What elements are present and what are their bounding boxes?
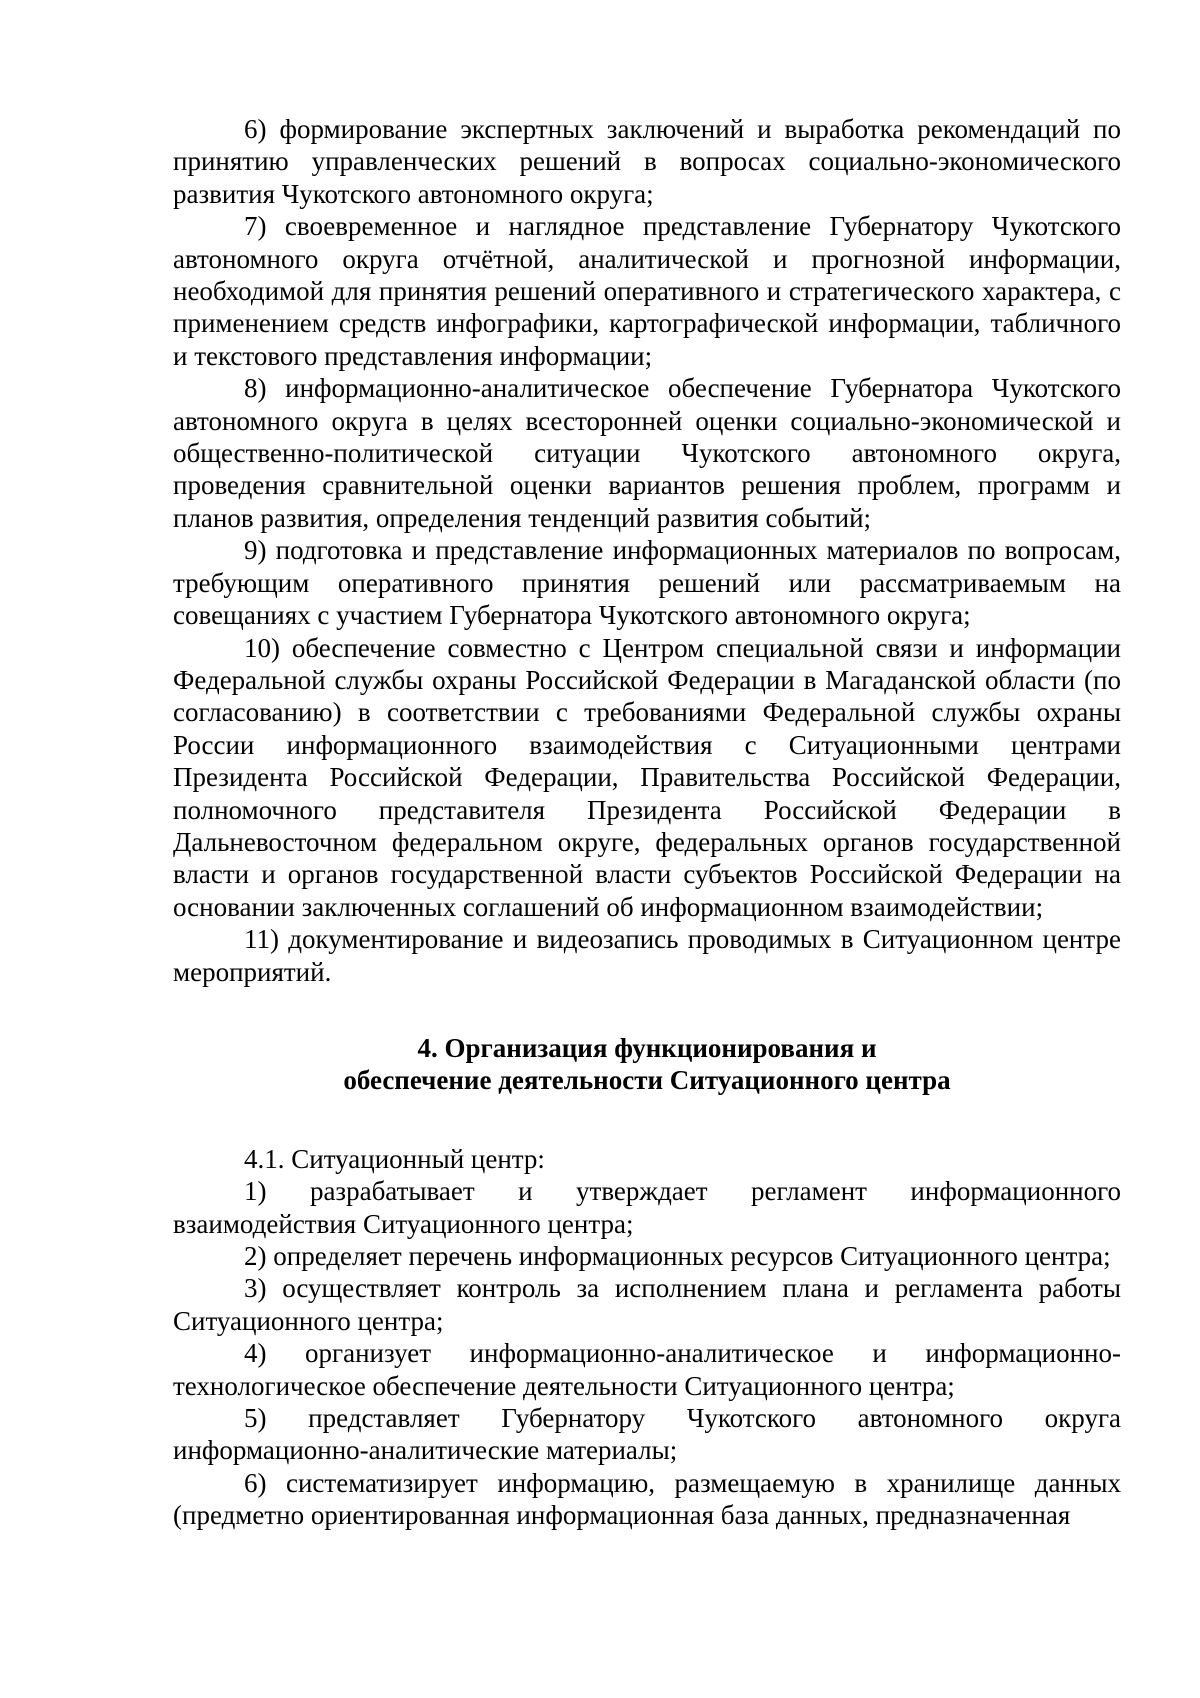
list-item: 3) осуществляет контроль за исполнением плана и регламента работы Ситуационного центра; bbox=[173, 1273, 1121, 1336]
section-heading-line-2: обеспечение деятельности Ситуационного центра bbox=[343, 1065, 951, 1096]
list-item: 10) обеспечение совместно с Центром специальной связи и информации Федеральной службы охраны Российской Федерации в Магаданской области (по согласованию) в соответствии с требованиями Федеральной службы охраны России информационного взаимодействия с Ситуационными центрами Президента Российской Федерации, Правительства Российской Федерации, полномочного представителя Президента Российской Федерации в Дальневосточном федеральном округе, федеральных органов государственной власти и органов государственной власти субъектов Российской Федерации на основании заключенных соглашений об информационном взаимодействии; bbox=[173, 632, 1121, 922]
list-intro: 4.1. Ситуационный центр: bbox=[244, 1143, 545, 1174]
section-heading bbox=[173, 1032, 1121, 1097]
list-item: 1) разрабатывает и утверждает регламент информационного взаимодействия Ситуационного центра; bbox=[173, 1176, 1121, 1239]
list-item: 5) представляет Губернатору Чукотского автономного округа информационно-аналитические материалы; bbox=[173, 1403, 1121, 1466]
document-body bbox=[173, 113, 1121, 1532]
list-item: 8) информационно-аналитическое обеспечение Губернатора Чукотского автономного округа в целях всесторонней оценки социально-экономической и общественно-политической ситуации Чукотского автономного округа, проведения сравнительной оценки вариантов решения проблем, программ и планов развития, определения тенденций развития событий; bbox=[173, 373, 1121, 533]
list-top bbox=[173, 113, 1121, 988]
list-item: 7) своевременное и наглядное представление Губернатору Чукотского автономного округа отчётной, аналитической и прогнозной информации, необходимой для принятия решений оперативного и стратегического характера, с применением средств инфографики, картографической информации, табличного и текстового представления информации; bbox=[173, 211, 1121, 371]
list-item: 6) формирование экспертных заключений и выработка рекомендаций по принятию управленческих решений в вопросах социально-экономического развития Чукотского автономного округа; bbox=[173, 114, 1121, 209]
section-heading-line-1: 4. Организация функционирования и bbox=[417, 1032, 877, 1063]
list-item: 4) организует информационно-аналитическое и информационно-технологическое обеспечение деятельности Ситуационного центра; bbox=[173, 1338, 1121, 1401]
list-item: 6) систематизирует информацию, размещаемую в хранилище данных (предметно ориентированная информационная база данных, предназначенная bbox=[173, 1467, 1121, 1531]
list-item: 2) определяет перечень информационных ресурсов Ситуационного центра; bbox=[244, 1241, 1111, 1271]
list-item: 11) документирование и видеозапись проводимых в Ситуационном центре мероприятий. bbox=[173, 924, 1121, 987]
list-section bbox=[173, 1143, 1121, 1532]
list-item: 9) подготовка и представление информационных материалов по вопросам, требующим оперативного принятия решений или рассматриваемым на совещаниях с участием Губернатора Чукотского автономного округа; bbox=[173, 535, 1121, 631]
